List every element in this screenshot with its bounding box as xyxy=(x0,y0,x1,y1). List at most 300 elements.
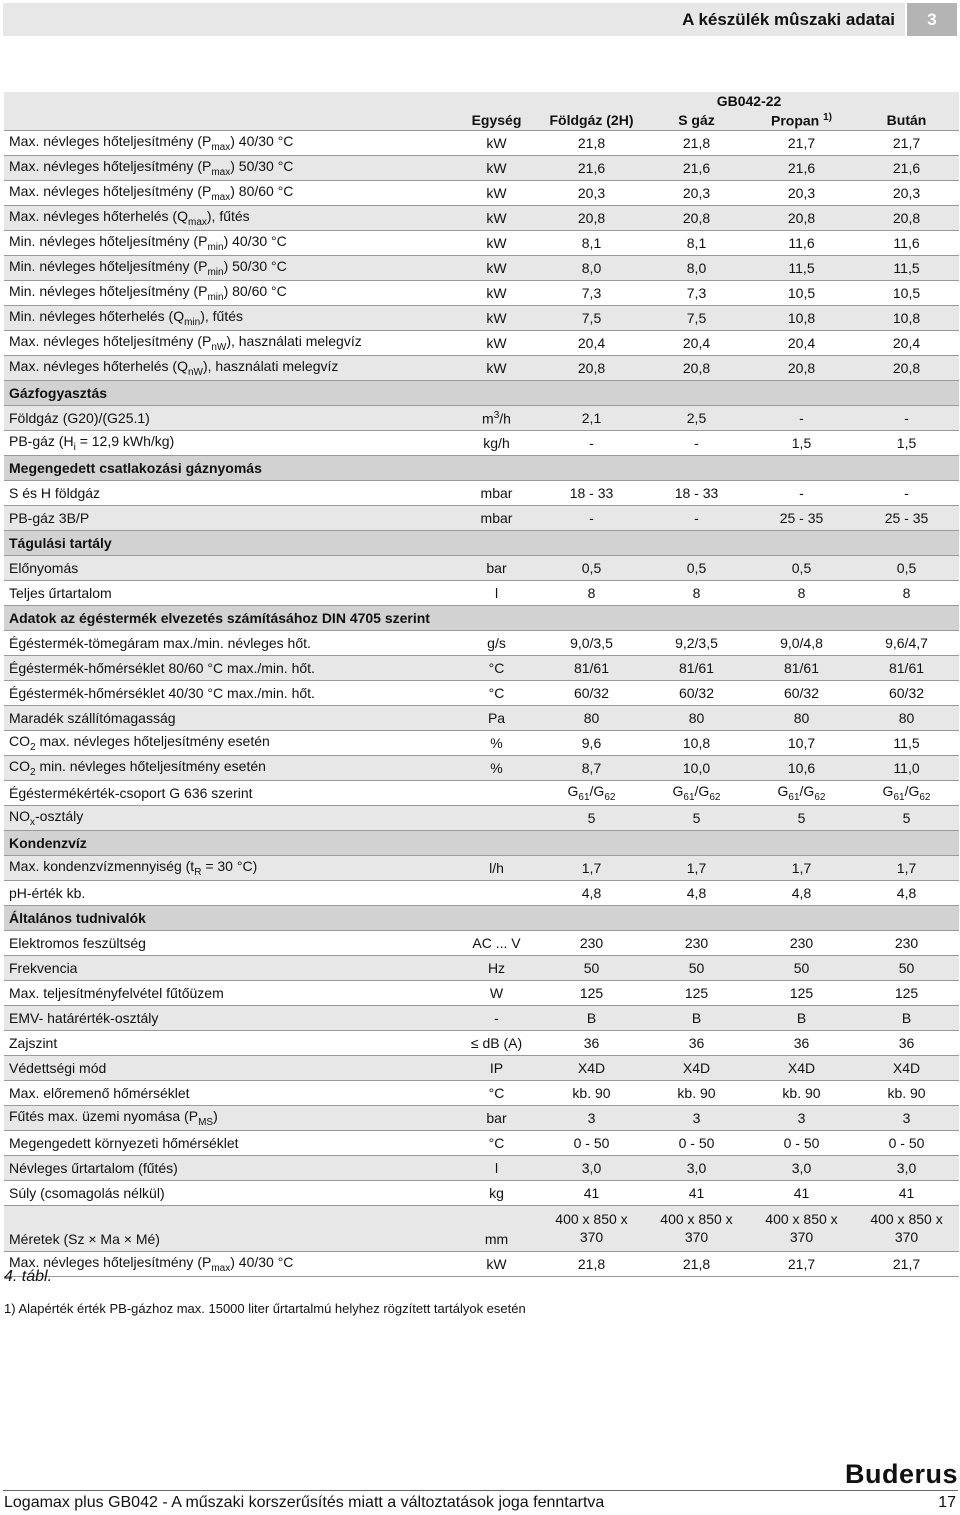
cell-value: - xyxy=(589,435,594,451)
row-label: Földgáz (G20)/(G25.1) xyxy=(9,410,150,426)
table-row xyxy=(4,356,959,381)
table-row xyxy=(4,1006,959,1031)
cell-value: 8 xyxy=(902,585,911,601)
cell-value: 0,5 xyxy=(581,560,602,576)
cell-value: 50 xyxy=(583,960,600,976)
unit-cell: bar xyxy=(486,1110,507,1126)
cell-value: 80 xyxy=(583,710,600,726)
unit-cell: °C xyxy=(488,1135,505,1151)
cell-value: 21,8 xyxy=(577,1256,606,1272)
subscript: x xyxy=(30,816,35,828)
table-row xyxy=(4,206,959,231)
chapter-number-box: 3 xyxy=(907,3,957,36)
cell-value: 8 xyxy=(587,585,596,601)
cell-value: 2,5 xyxy=(686,410,707,426)
cell-value: 11,5 xyxy=(893,735,920,751)
cell-value: 1,7 xyxy=(686,860,707,876)
unit-cell: Hz xyxy=(487,960,506,976)
cell-value: 4,8 xyxy=(896,885,917,901)
row-label: Égéstermék-tömegáram max./min. névleges hőt. xyxy=(9,635,311,651)
footnote: 1) Alapérték érték PB-gázhoz max. 15000 liter űrtartalmú helyhez rögzített tartályok esetén xyxy=(4,1301,526,1316)
table-row xyxy=(4,1081,959,1106)
row-label: Elektromos feszültség xyxy=(9,935,146,951)
cell-value: 21,6 xyxy=(577,160,606,176)
subscript: 61 xyxy=(893,791,905,803)
unit-cell: °C xyxy=(488,1085,505,1101)
buderus-logo: Buderus xyxy=(844,1459,958,1489)
cell-value: 36 xyxy=(688,1035,705,1051)
cell-value: 81/61 xyxy=(888,660,925,676)
cell-value: 10,8 xyxy=(892,310,921,326)
row-label: CO xyxy=(9,758,30,775)
cell-value: 9,6 xyxy=(581,735,602,751)
cell-value: 10,0 xyxy=(682,760,711,776)
cell-value: 400 x 850 x 370 xyxy=(555,1211,628,1245)
cell-value: /G xyxy=(589,783,605,800)
footnote-mark: 1) xyxy=(823,111,833,123)
table-header-row xyxy=(4,92,959,110)
table-row xyxy=(4,956,959,981)
section-header xyxy=(4,456,959,481)
cell-value: 0 - 50 xyxy=(573,1135,610,1151)
row-label: Előnyomás xyxy=(9,560,79,576)
cell-value: G xyxy=(777,783,789,800)
cell-value: 81/61 xyxy=(573,660,610,676)
unit-cell: % xyxy=(490,735,503,751)
cell-value: 20,3 xyxy=(577,185,606,201)
unit-cell: IP xyxy=(489,1060,504,1076)
cell-value: 11,5 xyxy=(893,260,920,276)
cell-value: 230 xyxy=(789,935,814,951)
row-label: Égéstermék-hőmérséklet 40/30 °C max./min. hőt. xyxy=(9,685,315,701)
cell-value: 3 xyxy=(902,1110,911,1126)
row-label: Égéstermékérték-csoport G 636 szerint xyxy=(9,785,253,801)
unit-cell: kW xyxy=(486,335,507,351)
subscript: min xyxy=(184,316,201,328)
row-label: Max. teljesítményfelvétel fűtőüzem xyxy=(9,985,224,1001)
row-label: PB-gáz (H xyxy=(9,433,74,450)
cell-value: 50 xyxy=(898,960,915,976)
table-row xyxy=(4,881,959,906)
subscript: 62 xyxy=(919,791,931,803)
row-label: PB-gáz 3B/P xyxy=(9,510,90,526)
unit-cell: °C xyxy=(488,685,505,701)
cell-value: 41 xyxy=(793,1185,810,1201)
section-title: Általános tudnivalók xyxy=(9,910,146,926)
table-row xyxy=(4,1056,959,1081)
cell-value: 21,6 xyxy=(682,160,711,176)
cell-value: 125 xyxy=(579,985,604,1001)
cell-value: 18 - 33 xyxy=(674,485,719,501)
cell-value: kb. 90 xyxy=(677,1085,716,1101)
unit-cell: kW xyxy=(486,285,507,301)
cell-value: 0,5 xyxy=(896,560,917,576)
row-label: Max. előremenő hőmérséklet xyxy=(9,1085,190,1101)
unit-cell: l xyxy=(494,585,499,601)
cell-value: 1,5 xyxy=(791,435,812,451)
model-name: GB042-22 xyxy=(716,93,782,109)
row-label: Max. névleges hőteljesítmény (P xyxy=(9,1254,212,1271)
cell-value: 36 xyxy=(898,1035,915,1051)
unit-cell: kW xyxy=(486,1256,507,1272)
subscript: min xyxy=(207,291,224,303)
cell-value: - xyxy=(694,510,699,526)
cell-value: 2,1 xyxy=(581,410,602,426)
row-label: Max. névleges hőteljesítmény (P xyxy=(9,133,212,150)
cell-value: 10,7 xyxy=(787,735,816,751)
cell-value: - xyxy=(694,435,699,451)
cell-value: 0 - 50 xyxy=(783,1135,820,1151)
cell-value: 8,1 xyxy=(581,235,602,251)
row-label: Max. névleges hőterhelés (Q xyxy=(9,208,188,225)
subscript: MS xyxy=(198,1116,214,1128)
column-header: Bután xyxy=(886,112,927,128)
cell-value: kb. 90 xyxy=(887,1085,926,1101)
cell-value: 9,2/3,5 xyxy=(675,635,718,651)
table-row xyxy=(4,1106,959,1131)
row-label-tail: ) 40/30 °C xyxy=(230,1254,294,1271)
row-label: S és H földgáz xyxy=(9,485,101,501)
unit-cell: kW xyxy=(486,210,507,226)
cell-value: 60/32 xyxy=(783,685,820,701)
unit-cell: m xyxy=(482,410,494,427)
cell-value: 20,8 xyxy=(682,210,711,226)
subscript: 62 xyxy=(604,791,616,803)
cell-value: 80 xyxy=(688,710,705,726)
cell-value: 20,8 xyxy=(787,360,816,376)
unit-cell: mbar xyxy=(480,510,513,526)
table-row xyxy=(4,931,959,956)
cell-value: G xyxy=(567,783,579,800)
unit-cell: kW xyxy=(486,360,507,376)
cell-value: 10,5 xyxy=(787,285,816,301)
row-label: Min. névleges hőteljesítmény (P xyxy=(9,258,208,275)
section-header xyxy=(4,831,959,856)
cell-value: 81/61 xyxy=(783,660,820,676)
unit-cell: g/s xyxy=(487,635,506,651)
section-header xyxy=(4,606,959,631)
cell-value: G xyxy=(882,783,894,800)
cell-value: 10,6 xyxy=(787,760,816,776)
unit-cell: AC ... V xyxy=(472,935,521,951)
column-header: S gáz xyxy=(678,112,715,128)
subscript: 61 xyxy=(578,791,590,803)
row-label: NO xyxy=(9,808,30,825)
row-label: Maradék szállítómagasság xyxy=(9,710,176,726)
table-row xyxy=(4,1156,959,1181)
cell-value: 230 xyxy=(894,935,919,951)
subscript: R xyxy=(194,866,202,878)
table-row xyxy=(4,156,959,181)
row-label-tail: max. névleges hőteljesítmény esetén xyxy=(35,733,270,750)
table-row xyxy=(4,1206,959,1252)
row-label: Égéstermék-hőmérséklet 80/60 °C max./min. hőt. xyxy=(9,660,315,676)
row-label: Max. névleges hőterhelés (Q xyxy=(9,358,188,375)
subscript: max xyxy=(211,1262,231,1274)
table-row xyxy=(4,1181,959,1206)
cell-value: 400 x 850 x 370 xyxy=(765,1211,838,1245)
cell-value: 7,5 xyxy=(581,310,602,326)
table-row xyxy=(4,1252,959,1277)
cell-value: 20,3 xyxy=(787,185,816,201)
table-row xyxy=(4,731,959,756)
table-row xyxy=(4,856,959,881)
cell-value: /G xyxy=(694,783,710,800)
table-row xyxy=(4,231,959,256)
cell-value: 20,3 xyxy=(892,185,921,201)
cell-value: 25 - 35 xyxy=(884,510,929,526)
table-row xyxy=(4,781,959,806)
table-row xyxy=(4,681,959,706)
row-label-tail: = 30 °C) xyxy=(201,858,258,875)
row-label: Teljes űrtartalom xyxy=(9,585,112,601)
subscript: max xyxy=(211,166,231,178)
cell-value: 36 xyxy=(583,1035,600,1051)
cell-value: 1,7 xyxy=(791,860,812,876)
cell-value: X4D xyxy=(682,1060,711,1076)
footer-rule xyxy=(3,1490,958,1491)
row-label: Zajszint xyxy=(9,1035,58,1051)
cell-value: B xyxy=(796,1010,807,1026)
row-label-tail: -osztály xyxy=(35,808,84,825)
cell-value: 9,6/4,7 xyxy=(885,635,928,651)
row-label-tail: = 12,9 kWh/kg) xyxy=(75,433,175,450)
cell-value: 11,6 xyxy=(788,235,815,251)
row-label: Védettségi mód xyxy=(9,1060,107,1076)
unit-cell: l/h xyxy=(489,860,504,876)
table-row xyxy=(4,281,959,306)
cell-value: 0,5 xyxy=(791,560,812,576)
row-label: Méretek (Sz × Ma × Mé) xyxy=(9,1230,160,1247)
page-header-title: A készülék mûszaki adatai xyxy=(682,10,895,29)
cell-value: 20,3 xyxy=(682,185,711,201)
row-label-tail: ), használati melegvíz xyxy=(202,358,339,375)
cell-value: 3 xyxy=(797,1110,806,1126)
cell-value: 7,3 xyxy=(686,285,707,301)
subscript: 61 xyxy=(683,791,695,803)
table-row xyxy=(4,331,959,356)
row-label-tail: ) 80/60 °C xyxy=(223,283,287,300)
section-title: Megengedett csatlakozási gáznyomás xyxy=(9,460,262,476)
cell-value: 41 xyxy=(583,1185,600,1201)
cell-value: 3,0 xyxy=(686,1160,707,1176)
cell-value: B xyxy=(586,1010,597,1026)
cell-value: 5 xyxy=(797,810,806,826)
row-label: Frekvencia xyxy=(9,960,78,976)
cell-value: B xyxy=(901,1010,912,1026)
cell-value: 125 xyxy=(684,985,709,1001)
cell-value: 80 xyxy=(898,710,915,726)
cell-value: 4,8 xyxy=(791,885,812,901)
table-row xyxy=(4,656,959,681)
cell-value: 11,5 xyxy=(788,260,815,276)
cell-value: kb. 90 xyxy=(782,1085,821,1101)
row-label-tail: ) xyxy=(213,1108,218,1125)
row-label-tail: ) 80/60 °C xyxy=(230,183,294,200)
cell-value: 50 xyxy=(688,960,705,976)
row-label-tail: ) 40/30 °C xyxy=(230,133,294,150)
table-header-row xyxy=(4,110,959,131)
unit-tail: /h xyxy=(499,410,511,427)
cell-value: 3 xyxy=(692,1110,701,1126)
cell-value: G xyxy=(672,783,684,800)
subscript: max xyxy=(187,216,207,228)
cell-value: 10,8 xyxy=(682,735,711,751)
table-row xyxy=(4,556,959,581)
column-header: Földgáz (2H) xyxy=(549,112,634,128)
cell-value: 10,5 xyxy=(892,285,921,301)
cell-value: - xyxy=(589,510,594,526)
cell-value: 4,8 xyxy=(581,885,602,901)
cell-value: 8,7 xyxy=(581,760,602,776)
unit-cell: kg/h xyxy=(483,435,510,451)
cell-value: 230 xyxy=(579,935,604,951)
table-row xyxy=(4,406,959,431)
cell-value: 5 xyxy=(587,810,596,826)
cell-value: 20,8 xyxy=(892,360,921,376)
unit-cell: mbar xyxy=(480,485,513,501)
column-header: Propan xyxy=(770,112,820,129)
cell-value: 5 xyxy=(692,810,701,826)
table-row xyxy=(4,506,959,531)
cell-value: 400 x 850 x 370 xyxy=(660,1211,733,1245)
cell-value: 21,8 xyxy=(682,1256,711,1272)
cell-value: 3,0 xyxy=(791,1160,812,1176)
cell-value: X4D xyxy=(787,1060,816,1076)
cell-value: 8,0 xyxy=(686,260,707,276)
cell-value: 125 xyxy=(789,985,814,1001)
cell-value: 21,7 xyxy=(787,1256,816,1272)
cell-value: 20,8 xyxy=(577,360,606,376)
cell-value: - xyxy=(904,485,909,501)
cell-value: - xyxy=(799,485,804,501)
table-row xyxy=(4,706,959,731)
cell-value: 21,6 xyxy=(787,160,816,176)
table-caption: 4. tábl. xyxy=(4,1268,53,1285)
cell-value: 60/32 xyxy=(678,685,715,701)
row-label: Max. névleges hőteljesítmény (P xyxy=(9,158,212,175)
subscript: min xyxy=(207,266,224,278)
row-label-tail: min. névleges hőteljesítmény esetén xyxy=(35,758,266,775)
cell-value: 125 xyxy=(894,985,919,1001)
table-row xyxy=(4,181,959,206)
cell-value: 9,0/4,8 xyxy=(780,635,823,651)
unit-cell: W xyxy=(489,985,504,1001)
subscript: 61 xyxy=(788,791,800,803)
unit-cell: kW xyxy=(486,185,507,201)
cell-value: 20,8 xyxy=(682,360,711,376)
cell-value: 1,7 xyxy=(896,860,917,876)
unit-cell: bar xyxy=(486,560,507,576)
subscript: 2 xyxy=(30,741,36,753)
unit-cell: kW xyxy=(486,235,507,251)
row-label: EMV- határérték-osztály xyxy=(9,1010,159,1026)
cell-value: 21,8 xyxy=(577,135,606,151)
unit-cell: kW xyxy=(486,310,507,326)
table-row xyxy=(4,806,959,831)
row-label-tail: ) 40/30 °C xyxy=(223,233,287,250)
technical-data-table xyxy=(4,92,959,1277)
unit-cell: kW xyxy=(486,260,507,276)
subscript: max xyxy=(211,141,231,153)
cell-value: kb. 90 xyxy=(572,1085,611,1101)
subscript: max xyxy=(211,191,231,203)
row-label: Min. névleges hőteljesítmény (P xyxy=(9,283,208,300)
cell-value: 60/32 xyxy=(573,685,610,701)
table-row xyxy=(4,581,959,606)
cell-value: 7,3 xyxy=(581,285,602,301)
cell-value: 25 - 35 xyxy=(779,510,824,526)
cell-value: 41 xyxy=(688,1185,705,1201)
cell-value: 8 xyxy=(692,585,701,601)
cell-value: X4D xyxy=(892,1060,921,1076)
row-label-tail: ) 50/30 °C xyxy=(223,258,287,275)
cell-value: 21,8 xyxy=(682,135,711,151)
cell-value: 50 xyxy=(793,960,810,976)
cell-value: 8 xyxy=(797,585,806,601)
subscript: i xyxy=(73,441,76,453)
cell-value: 80 xyxy=(793,710,810,726)
subscript: nW xyxy=(187,366,203,378)
subscript: nW xyxy=(211,341,227,353)
unit-cell: Pa xyxy=(487,710,506,726)
cell-value: 9,0/3,5 xyxy=(570,635,613,651)
unit-cell: - xyxy=(494,1010,499,1026)
unit-cell: °C xyxy=(488,660,505,676)
row-label: Névleges űrtartalom (fűtés) xyxy=(9,1160,178,1176)
cell-value: 0,5 xyxy=(686,560,707,576)
unit-cell: kW xyxy=(486,135,507,151)
table-row xyxy=(4,431,959,456)
table-row xyxy=(4,131,959,156)
page-number: 17 xyxy=(938,1494,956,1511)
table-row xyxy=(4,306,959,331)
unit-cell: % xyxy=(490,760,503,776)
cell-value: 20,4 xyxy=(892,335,921,351)
cell-value: 0 - 50 xyxy=(678,1135,715,1151)
cell-value: 10,8 xyxy=(787,310,816,326)
table-row xyxy=(4,981,959,1006)
table-row xyxy=(4,256,959,281)
subscript: 62 xyxy=(814,791,826,803)
cell-value: B xyxy=(691,1010,702,1026)
footer-text: Logamax plus GB042 - A műszaki korszerűsítés miatt a változtatások joga fenntartva xyxy=(4,1494,605,1511)
cell-value: 0 - 50 xyxy=(888,1135,925,1151)
table-row xyxy=(4,1031,959,1056)
row-label-tail: ), használati melegvíz xyxy=(226,333,362,350)
section-title: Gázfogyasztás xyxy=(9,385,108,401)
row-label: Fűtés max. üzemi nyomása (P xyxy=(9,1108,199,1125)
section-title: Tágulási tartály xyxy=(9,535,112,551)
cell-value: 20,8 xyxy=(892,210,921,226)
cell-value: 7,5 xyxy=(686,310,707,326)
cell-value: /G xyxy=(904,783,920,800)
row-label: CO xyxy=(9,733,30,750)
cell-value: 81/61 xyxy=(678,660,715,676)
row-label-tail: ), fűtés xyxy=(206,208,250,225)
cell-value: 1,7 xyxy=(581,860,602,876)
section-title: Kondenzvíz xyxy=(9,835,87,851)
row-label: Max. névleges hőteljesítmény (P xyxy=(9,333,212,350)
cell-value: 18 - 33 xyxy=(569,485,614,501)
cell-value: 36 xyxy=(793,1035,810,1051)
unit-cell: kg xyxy=(489,1185,504,1201)
cell-value: 230 xyxy=(684,935,709,951)
cell-value: 21,6 xyxy=(892,160,921,176)
unit-cell: kW xyxy=(486,160,507,176)
table-row xyxy=(4,481,959,506)
header-bar xyxy=(3,3,905,36)
